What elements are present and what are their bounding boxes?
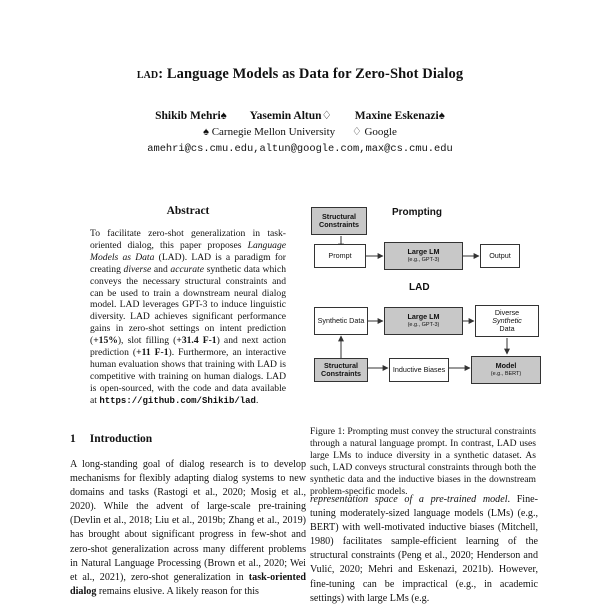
author: Yasemin Altun♢ <box>249 110 332 122</box>
author-emails: amehri@cs.cmu.edu,altun@google.com,max@cs.cmu.edu <box>147 143 453 155</box>
affiliation: ♢ Google <box>351 126 397 138</box>
inductive-biases-box: Inductive Biases <box>389 358 449 382</box>
lad-label: LAD <box>409 282 430 293</box>
synthetic-data-box: Synthetic Data <box>314 307 368 335</box>
right-column-body: representation space of a pre-trained model. Fine-tuning moderately-sized language models (LMs) (e.g., BERT) with well-motivated inductive biases (Mitchell, 1980) facilitates sample-efficient learning of the structural constraints (Peng et al., 2020; Henderson and Vulić, 2020; Mehri and Eskenazi, 2021b). However, fine-tuning can be impractical (e.g., in academic settings) with large LMs (e.g. <box>310 494 538 604</box>
structural-constraints-box: Structural Constraints <box>311 207 367 235</box>
model-box: Model (e.g., BERT) <box>471 356 541 384</box>
diverse-synthetic-data-box: Diverse Synthetic Data <box>475 305 539 337</box>
author: Shikib Mehri♠ <box>155 110 227 122</box>
section-heading-introduction: 1 Introduction <box>70 433 153 445</box>
prompt-box: Prompt <box>314 244 366 268</box>
author: Maxine Eskenazi♠ <box>354 110 445 122</box>
repo-link[interactable]: https://github.com/Shikib/lad <box>99 395 256 406</box>
paper-title: lad: Language Models as Data for Zero-Shot Dialog <box>136 66 464 82</box>
prompting-label: Prompting <box>392 207 442 218</box>
abstract-body: To facilitate zero-shot generalization in task-oriented dialog, this paper proposes Language Models as Data (LAD). LAD is a paradigm for creating diverse and accurate synthetic data which conveys the necessary structural constraints and can be used to train a downstream neural dialog model. LAD leverages GPT-3 to induce linguistic diversity. LAD achieves significant performance gains in zero-shot settings on intent prediction (+15%), slot filling (+31.4 F-1) and next action prediction (+11 F-1). Furthermore, an interactive human evaluation shows that training with LAD is competitive with training on human dialogs. LAD is open-sourced, with the code and data available at https://github.com/Shikib/lad. <box>90 228 287 406</box>
introduction-body: A long-standing goal of dialog research is to develop mechanisms for flexibly adapting dialog systems to new domains and tasks (Rastogi et al., 2020; Mosig et al., 2020). While the advent of large-scale pre-training (Devlin et al., 2018; Liu et al., 2019b; Zhang et al., 2019) has brought about significant progress in few-shot and zero-shot generalization across many different problems in Natural Language Processing (Brown et al., 2020; Wei et al., 2021), zero-shot generalization in task-oriented dialog remains elusive. A likely reason for this <box>70 459 306 597</box>
large-lm-box: Large LM (e.g., GPT-3) <box>384 307 463 335</box>
figure-caption: Figure 1: Prompting must convey the structural constraints through a natural language prompt. In contrast, LAD uses large LMs to induce diversity in a synthetic dataset. As such, LAD conveys structural constraints through both the synthetic data and the inductive biases in the downstream problem-specific models. <box>310 426 536 497</box>
output-box: Output <box>480 244 520 268</box>
affiliation: ♠ Carnegie Mellon University <box>203 126 336 138</box>
abstract-heading: Abstract <box>166 205 210 217</box>
structural-constraints-box: Structural Constraints <box>314 358 368 382</box>
large-lm-box: Large LM (e.g., GPT-3) <box>384 242 463 270</box>
